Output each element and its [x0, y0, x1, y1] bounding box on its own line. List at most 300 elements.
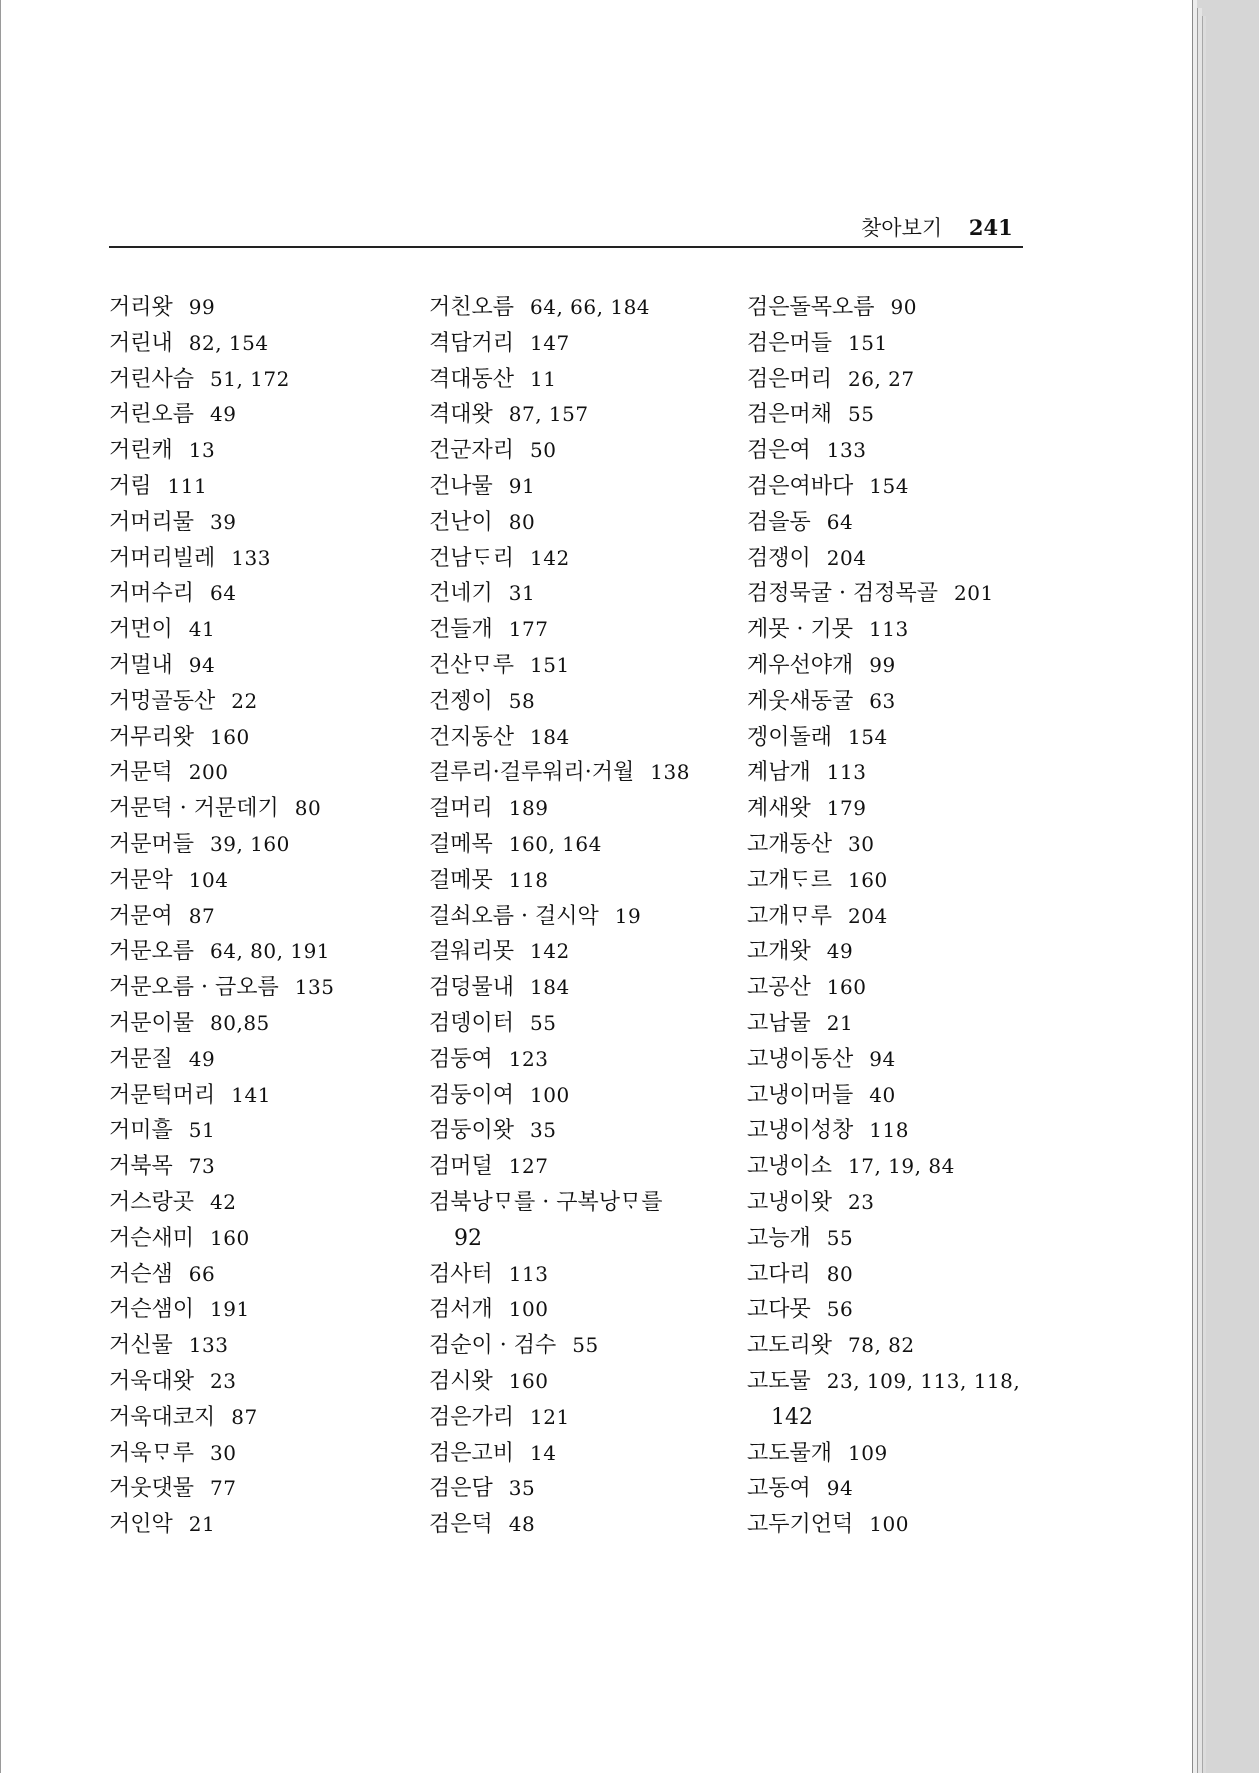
index-pages: 160, 164 — [508, 831, 602, 856]
index-pages: 184 — [530, 975, 570, 1000]
index-term: 고개ᄃᆞ르 — [747, 867, 833, 893]
index-entry — [429, 1078, 690, 1114]
index-pages: 64, 80, 191 — [210, 939, 331, 964]
index-entry — [747, 1078, 1020, 1114]
index-pages: 82, 154 — [188, 330, 269, 355]
index-term: 격대동산 — [429, 366, 515, 392]
index-entry — [429, 1507, 690, 1543]
index-pages: 23 — [210, 1368, 237, 1393]
index-term: 걸쇠오름 · 걸시악 — [429, 903, 599, 929]
index-pages: 201 — [954, 581, 994, 606]
index-term: 거무리왓 — [109, 724, 195, 750]
index-entry — [429, 1292, 690, 1328]
index-term: 거린사슴 — [109, 366, 195, 392]
index-entry — [429, 433, 690, 469]
index-term: 건네기 — [429, 581, 493, 607]
index-pages: 55 — [572, 1333, 599, 1358]
index-pages: 142 — [530, 545, 570, 570]
index-pages: 204 — [848, 903, 888, 928]
index-entry — [429, 1328, 690, 1364]
index-pages: 127 — [508, 1154, 549, 1179]
index-entry — [747, 433, 1020, 469]
index-pages: 17, 19, 84 — [848, 1154, 955, 1179]
index-term: 고도리왓 — [747, 1333, 833, 1359]
index-entry — [429, 934, 690, 970]
index-pages: 141 — [231, 1082, 271, 1107]
index-term: 고개왓 — [747, 939, 811, 965]
index-term: 거먼이 — [109, 617, 173, 643]
index-column-2 — [429, 290, 690, 1543]
index-term: 걸워리못 — [429, 939, 515, 965]
index-pages: 41 — [188, 617, 216, 642]
index-term: 검은머채 — [747, 402, 833, 428]
index-term: 거욱ᄆᆞ루 — [109, 1440, 195, 1466]
index-term: 검서개 — [429, 1297, 493, 1323]
index-pages: 142 — [530, 939, 570, 964]
index-pages: 19 — [614, 903, 642, 928]
index-entry — [429, 755, 690, 791]
index-entry — [109, 899, 334, 935]
index-term: 검뎅이터 — [429, 1010, 515, 1036]
index-term: 고다못 — [747, 1297, 811, 1323]
index-pages: 49 — [188, 1046, 216, 1071]
index-entry — [429, 612, 690, 648]
index-pages: 138 — [650, 760, 690, 785]
index-term: 건남ᄃᆞ리 — [429, 545, 515, 571]
index-term: 겡이돌래 — [747, 724, 833, 750]
index-entry — [429, 684, 690, 720]
index-entry — [429, 827, 690, 863]
index-term: 고도물개 — [747, 1440, 833, 1466]
index-pages: 184 — [530, 724, 570, 749]
index-pages: 11 — [530, 366, 557, 391]
index-pages: 113 — [869, 617, 909, 642]
index-pages: 104 — [188, 867, 229, 892]
index-pages: 100 — [530, 1082, 570, 1107]
index-pages: 23, 109, 113, 118, — [826, 1368, 1021, 1393]
index-term: 격대왓 — [429, 402, 493, 428]
index-term: 검순이 · 검수 — [429, 1333, 557, 1359]
index-pages: 113 — [826, 760, 867, 785]
index-pages: 151 — [530, 652, 570, 677]
index-term: 건지동산 — [429, 724, 515, 750]
index-entry — [747, 612, 1020, 648]
index-term: 거문오름 — [109, 939, 195, 965]
index-term: 거린내 — [109, 330, 173, 356]
index-term: 거욱대왓 — [109, 1368, 195, 1394]
index-term: 고동여 — [747, 1476, 811, 1502]
index-pages: 142 — [771, 1404, 813, 1430]
index-entry — [109, 863, 334, 899]
index-entry — [109, 755, 334, 791]
index-pages: 177 — [508, 617, 549, 642]
index-term: 검둥이여 — [429, 1082, 515, 1108]
index-term: 건나물 — [429, 473, 493, 499]
index-term: 검사터 — [429, 1261, 493, 1287]
index-term: 거림 — [109, 473, 152, 499]
index-pages: 99 — [188, 295, 216, 319]
index-pages: 21 — [188, 1512, 216, 1537]
index-entry — [747, 755, 1020, 791]
index-term: 거문오름 · 금오름 — [109, 975, 279, 1001]
index-entry — [429, 362, 690, 398]
index-term: 걸메목 — [429, 831, 493, 857]
index-entry — [109, 433, 334, 469]
index-pages: 49 — [826, 939, 854, 964]
index-term: 거리왓 — [109, 295, 173, 320]
index-term: 거문덕 — [109, 760, 173, 786]
index-pages: 30 — [848, 831, 875, 856]
index-term: 검둥이왓 — [429, 1118, 515, 1144]
index-pages: 51 — [188, 1118, 216, 1143]
index-entry — [109, 612, 334, 648]
index-entry — [109, 469, 334, 505]
index-term: 거멀내 — [109, 652, 173, 678]
index-term: 고다리 — [747, 1261, 811, 1287]
index-term: 게우선야개 — [747, 652, 854, 678]
page-edge — [1202, 16, 1206, 1773]
index-entry — [429, 1471, 690, 1507]
index-term: 고개동산 — [747, 831, 833, 857]
index-pages: 48 — [508, 1512, 536, 1537]
index-pages: 22 — [231, 688, 258, 713]
index-pages: 73 — [188, 1154, 216, 1179]
header-rule — [109, 246, 1023, 248]
index-term: 검은가리 — [429, 1404, 515, 1430]
index-term: 건난이 — [429, 509, 493, 535]
index-entry — [747, 720, 1020, 756]
index-entry — [429, 1400, 690, 1436]
index-pages: 64 — [826, 509, 854, 534]
index-term: 거슨샘이 — [109, 1297, 195, 1323]
index-pages: 14 — [530, 1440, 557, 1465]
index-entry — [109, 541, 334, 577]
index-entry — [109, 1400, 334, 1436]
index-entry — [429, 1364, 690, 1400]
index-term: 건군자리 — [429, 438, 515, 464]
index-pages: 160 — [210, 1225, 250, 1250]
index-term: 검은돌목오름 — [747, 295, 875, 320]
index-pages: 147 — [530, 330, 570, 355]
index-pages: 94 — [826, 1476, 854, 1501]
index-entry — [747, 1006, 1020, 1042]
index-term: 거문턱머리 — [109, 1082, 216, 1108]
index-term: 거머리빌레 — [109, 545, 216, 571]
index-term: 고두기언덕 — [747, 1512, 854, 1538]
index-term: 검덩물내 — [429, 975, 515, 1001]
index-entry — [747, 469, 1020, 505]
index-term: 건산ᄆᆞ루 — [429, 652, 515, 678]
index-pages: 121 — [530, 1404, 570, 1429]
index-pages: 80 — [508, 509, 536, 534]
index-entry — [109, 1436, 334, 1472]
index-term: 검은여바다 — [747, 473, 854, 499]
index-entry — [109, 648, 334, 684]
index-pages: 26, 27 — [848, 366, 915, 391]
index-term: 걸머리 — [429, 796, 493, 822]
index-entry — [109, 290, 334, 326]
index-entry — [109, 1328, 334, 1364]
index-entry — [747, 648, 1020, 684]
index-term: 거머리물 — [109, 509, 195, 535]
index-pages: 77 — [210, 1476, 237, 1501]
index-term: 거신물 — [109, 1333, 173, 1359]
index-entry — [747, 1221, 1020, 1257]
index-term: 거문이물 — [109, 1010, 195, 1036]
index-entry — [747, 505, 1020, 541]
index-entry — [429, 1006, 690, 1042]
index-entry — [109, 397, 334, 433]
index-entry — [109, 505, 334, 541]
index-entry — [747, 1364, 1020, 1400]
index-entry — [747, 290, 1020, 326]
index-pages: 50 — [530, 438, 557, 463]
index-entry — [429, 863, 690, 899]
index-entry — [429, 1185, 690, 1221]
index-pages: 55 — [848, 402, 875, 427]
index-term: 검은머들 — [747, 330, 833, 356]
index-term: 고능개 — [747, 1225, 811, 1251]
page-number: 241 — [968, 215, 1013, 240]
index-entry — [109, 1221, 334, 1257]
index-term: 검은덕 — [429, 1512, 493, 1538]
index-term: 검쟁이 — [747, 545, 811, 571]
index-pages: 80 — [826, 1261, 854, 1286]
index-pages: 160 — [508, 1368, 549, 1393]
index-column-1 — [109, 290, 334, 1543]
index-entry — [429, 1257, 690, 1293]
index-entry-continuation — [747, 1400, 1020, 1436]
index-pages: 49 — [210, 402, 237, 427]
index-term: 걸메못 — [429, 867, 493, 893]
index-entry — [747, 970, 1020, 1006]
running-head — [861, 212, 1013, 242]
index-entry — [109, 1113, 334, 1149]
index-entry — [747, 863, 1020, 899]
index-term: 거슨샘 — [109, 1261, 173, 1287]
index-entry — [429, 648, 690, 684]
index-term: 거린오름 — [109, 402, 195, 428]
index-term: 검은담 — [429, 1476, 493, 1502]
index-pages: 40 — [869, 1082, 896, 1107]
index-entry — [429, 290, 690, 326]
index-pages: 64 — [210, 581, 237, 606]
index-pages: 66 — [188, 1261, 216, 1286]
index-pages: 204 — [826, 545, 867, 570]
index-term: 거스랑곳 — [109, 1189, 195, 1215]
index-term: 거슨새미 — [109, 1225, 195, 1251]
index-term: 검을동 — [747, 509, 811, 535]
index-entry — [429, 469, 690, 505]
index-entry — [747, 1471, 1020, 1507]
index-pages: 154 — [848, 724, 888, 749]
index-pages: 64, 66, 184 — [530, 295, 651, 319]
index-entry — [429, 397, 690, 433]
index-term: 고냉이머들 — [747, 1082, 854, 1108]
index-entry — [747, 397, 1020, 433]
index-term: 거린캐 — [109, 438, 173, 464]
index-entry — [429, 720, 690, 756]
index-entry — [429, 791, 690, 827]
index-term: 검은여 — [747, 438, 811, 464]
index-pages: 133 — [231, 545, 271, 570]
index-entry — [747, 684, 1020, 720]
index-pages: 135 — [294, 975, 335, 1000]
index-pages: 35 — [508, 1476, 536, 1501]
index-term: 거멍골동산 — [109, 688, 216, 714]
index-pages: 133 — [188, 1333, 229, 1358]
index-term: 계새왓 — [747, 796, 811, 822]
index-term: 고도물 — [747, 1368, 811, 1394]
index-term: 걸루리·걸루워리·거월 — [429, 760, 635, 786]
index-pages: 111 — [167, 473, 208, 498]
index-entry — [109, 1078, 334, 1114]
index-entry — [429, 576, 690, 612]
index-pages: 87 — [188, 903, 216, 928]
index-term: 검머덜 — [429, 1154, 493, 1180]
index-pages: 51, 172 — [210, 366, 290, 391]
index-term: 거문여 — [109, 903, 173, 929]
index-entry — [109, 1185, 334, 1221]
index-pages: 100 — [869, 1512, 909, 1537]
index-pages: 23 — [848, 1189, 875, 1214]
index-pages: 118 — [508, 867, 549, 892]
index-entry — [747, 1149, 1020, 1185]
index-entry — [109, 1507, 334, 1543]
index-entry — [109, 970, 334, 1006]
index-term: 거문덕 · 거문데기 — [109, 796, 279, 822]
index-entry — [747, 576, 1020, 612]
index-term: 거인악 — [109, 1512, 173, 1538]
index-entry — [109, 362, 334, 398]
index-term: 고개ᄆᆞ루 — [747, 903, 833, 929]
index-pages: 35 — [530, 1118, 557, 1143]
index-pages: 191 — [210, 1297, 250, 1322]
index-entry — [429, 899, 690, 935]
index-term: 격담거리 — [429, 330, 515, 356]
index-term: 고냉이동산 — [747, 1046, 854, 1072]
index-pages: 118 — [869, 1118, 909, 1143]
index-entry — [429, 541, 690, 577]
index-pages: 58 — [508, 688, 536, 713]
index-pages: 113 — [508, 1261, 549, 1286]
index-entry — [429, 1042, 690, 1078]
index-term: 거북목 — [109, 1154, 173, 1180]
index-term: 고냉이소 — [747, 1154, 833, 1180]
index-term: 검북낭ᄆᆞ를 · 구복낭ᄆᆞ를 — [429, 1189, 663, 1215]
index-pages: 123 — [508, 1046, 549, 1071]
index-entry — [429, 505, 690, 541]
index-term: 거머수리 — [109, 581, 195, 607]
index-entry — [747, 1257, 1020, 1293]
index-entry — [109, 791, 334, 827]
index-term: 거친오름 — [429, 295, 515, 320]
index-entry — [747, 1507, 1020, 1543]
index-pages: 30 — [210, 1440, 237, 1465]
index-entry — [747, 1292, 1020, 1328]
index-term: 고냉이왓 — [747, 1189, 833, 1215]
index-entry — [109, 1042, 334, 1078]
index-pages: 200 — [188, 760, 229, 785]
index-entry — [109, 827, 334, 863]
index-term: 검정묵굴 · 검정목골 — [747, 581, 938, 607]
index-pages: 63 — [869, 688, 896, 713]
index-entry — [429, 1149, 690, 1185]
index-entry — [109, 326, 334, 362]
index-entry — [747, 541, 1020, 577]
index-pages: 179 — [826, 796, 867, 821]
index-entry — [109, 720, 334, 756]
index-pages: 91 — [508, 473, 536, 498]
index-entry — [109, 1149, 334, 1185]
index-term: 건들개 — [429, 617, 493, 643]
index-entry — [109, 1471, 334, 1507]
index-pages: 160 — [826, 975, 867, 1000]
index-pages: 39, 160 — [210, 831, 290, 856]
index-term: 고냉이성창 — [747, 1118, 854, 1144]
index-entry — [747, 1328, 1020, 1364]
index-pages: 99 — [869, 652, 896, 677]
index-entry — [747, 1436, 1020, 1472]
index-pages: 92 — [454, 1225, 482, 1251]
index-term: 검둥여 — [429, 1046, 493, 1072]
index-term: 건젱이 — [429, 688, 493, 714]
index-term: 게웃새동굴 — [747, 688, 854, 714]
index-term: 계남개 — [747, 760, 811, 786]
index-column-3 — [747, 290, 1020, 1543]
index-entry — [109, 1257, 334, 1293]
index-pages: 160 — [848, 867, 888, 892]
index-entry — [429, 970, 690, 1006]
index-pages: 90 — [890, 295, 917, 319]
index-entry — [109, 1292, 334, 1328]
index-pages: 78, 82 — [848, 1333, 915, 1358]
index-entry — [747, 791, 1020, 827]
index-term: 고공산 — [747, 975, 811, 1001]
index-term: 거미흘 — [109, 1118, 173, 1144]
index-term: 고남물 — [747, 1010, 811, 1036]
index-term: 게못 · 기못 — [747, 617, 853, 643]
index-entry — [747, 326, 1020, 362]
index-pages: 80,85 — [210, 1010, 270, 1035]
index-pages: 133 — [826, 438, 867, 463]
index-pages: 94 — [188, 652, 216, 677]
index-term: 거문머들 — [109, 831, 195, 857]
index-entry — [109, 1006, 334, 1042]
index-pages: 109 — [848, 1440, 888, 1465]
running-head-title: 찾아보기 — [861, 216, 943, 240]
index-pages: 42 — [210, 1189, 237, 1214]
index-entry — [429, 1113, 690, 1149]
index-term: 검은머리 — [747, 366, 833, 392]
index-pages: 151 — [848, 330, 888, 355]
index-pages: 21 — [826, 1010, 854, 1035]
index-entry — [747, 362, 1020, 398]
index-entry — [109, 1364, 334, 1400]
index-pages: 160 — [210, 724, 250, 749]
index-entry — [747, 827, 1020, 863]
index-pages: 13 — [188, 438, 216, 463]
index-pages: 87 — [231, 1404, 258, 1429]
index-entry — [429, 326, 690, 362]
index-entry — [747, 1185, 1020, 1221]
index-pages: 80 — [294, 796, 322, 821]
index-pages: 55 — [530, 1010, 557, 1035]
index-term: 거욱대코지 — [109, 1404, 216, 1430]
index-entry — [109, 934, 334, 970]
index-entry — [747, 899, 1020, 935]
index-term: 거문악 — [109, 867, 173, 893]
